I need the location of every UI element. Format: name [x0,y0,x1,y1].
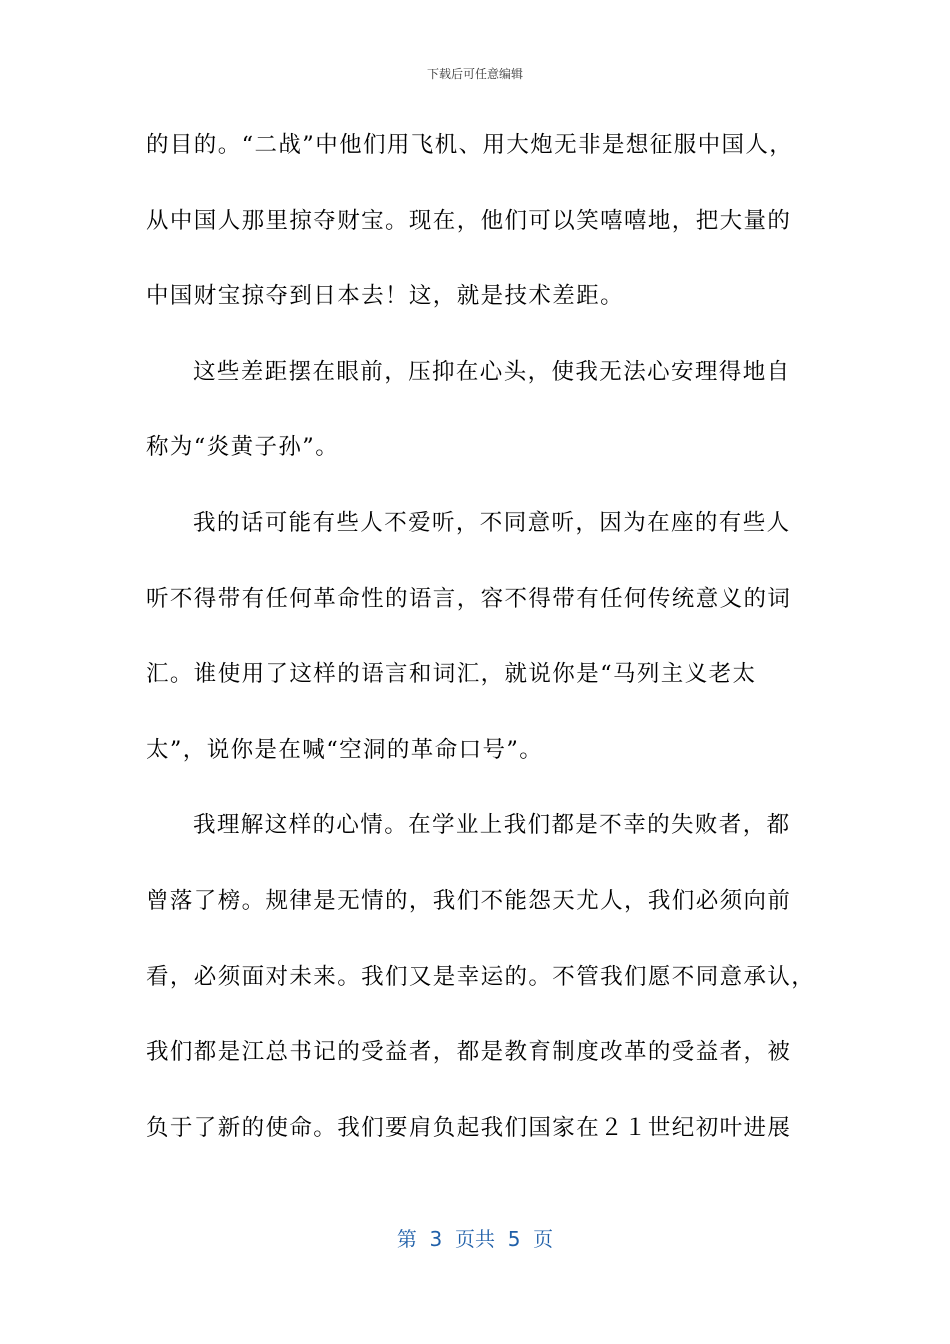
text-line: 汇。谁使用了这样的语言和词汇，就说你是“马列主义老太 [146,661,757,688]
text-line: 我们都是江总书记的受益者，都是教育制度改革的受益者，被 [146,1039,792,1066]
text-line: 负于了新的使命。我们要肩负起我们国家在２１世纪初叶进展 [146,1114,792,1141]
page-header: 下载后可任意编辑 [426,67,523,81]
text-line: 的目的。“二战”中他们用飞机、用大炮无非是想征服中国人， [146,132,794,158]
text-line: 从中国人那里掠夺财宝。现在，他们可以笑嘻嘻地，把大量的 [146,207,792,234]
text-line: 曾落了榜。规律是无情的，我们不能怨天尤人，我们必须向前 [146,887,792,914]
paragraph-start-line: 这些差距摆在眼前，压抑在心头，使我无法心安理得地自 [193,358,791,385]
document-body [146,127,816,1148]
text-line: 称为“炎黄子孙”。 [146,434,340,461]
text-line: 太”，说你是在喊“空洞的革命口号”。 [146,736,544,763]
text-line: 听不得带有任何革命性的语言，容不得带有任何传统意义的词 [146,585,792,612]
text-line: 看，必须面对未来。我们又是幸运的。不管我们愿不同意承认， [146,963,816,990]
page-number-footer: 第 3 页共 5 页 [396,1227,554,1251]
text-line: 中国财宝掠夺到日本去！这，就是技术差距。 [146,283,625,310]
paragraph-start-line: 我的话可能有些人不爱听，不同意听，因为在座的有些人 [193,509,791,536]
paragraph-start-line: 我理解这样的心情。在学业上我们都是不幸的失败者，都 [193,812,791,839]
